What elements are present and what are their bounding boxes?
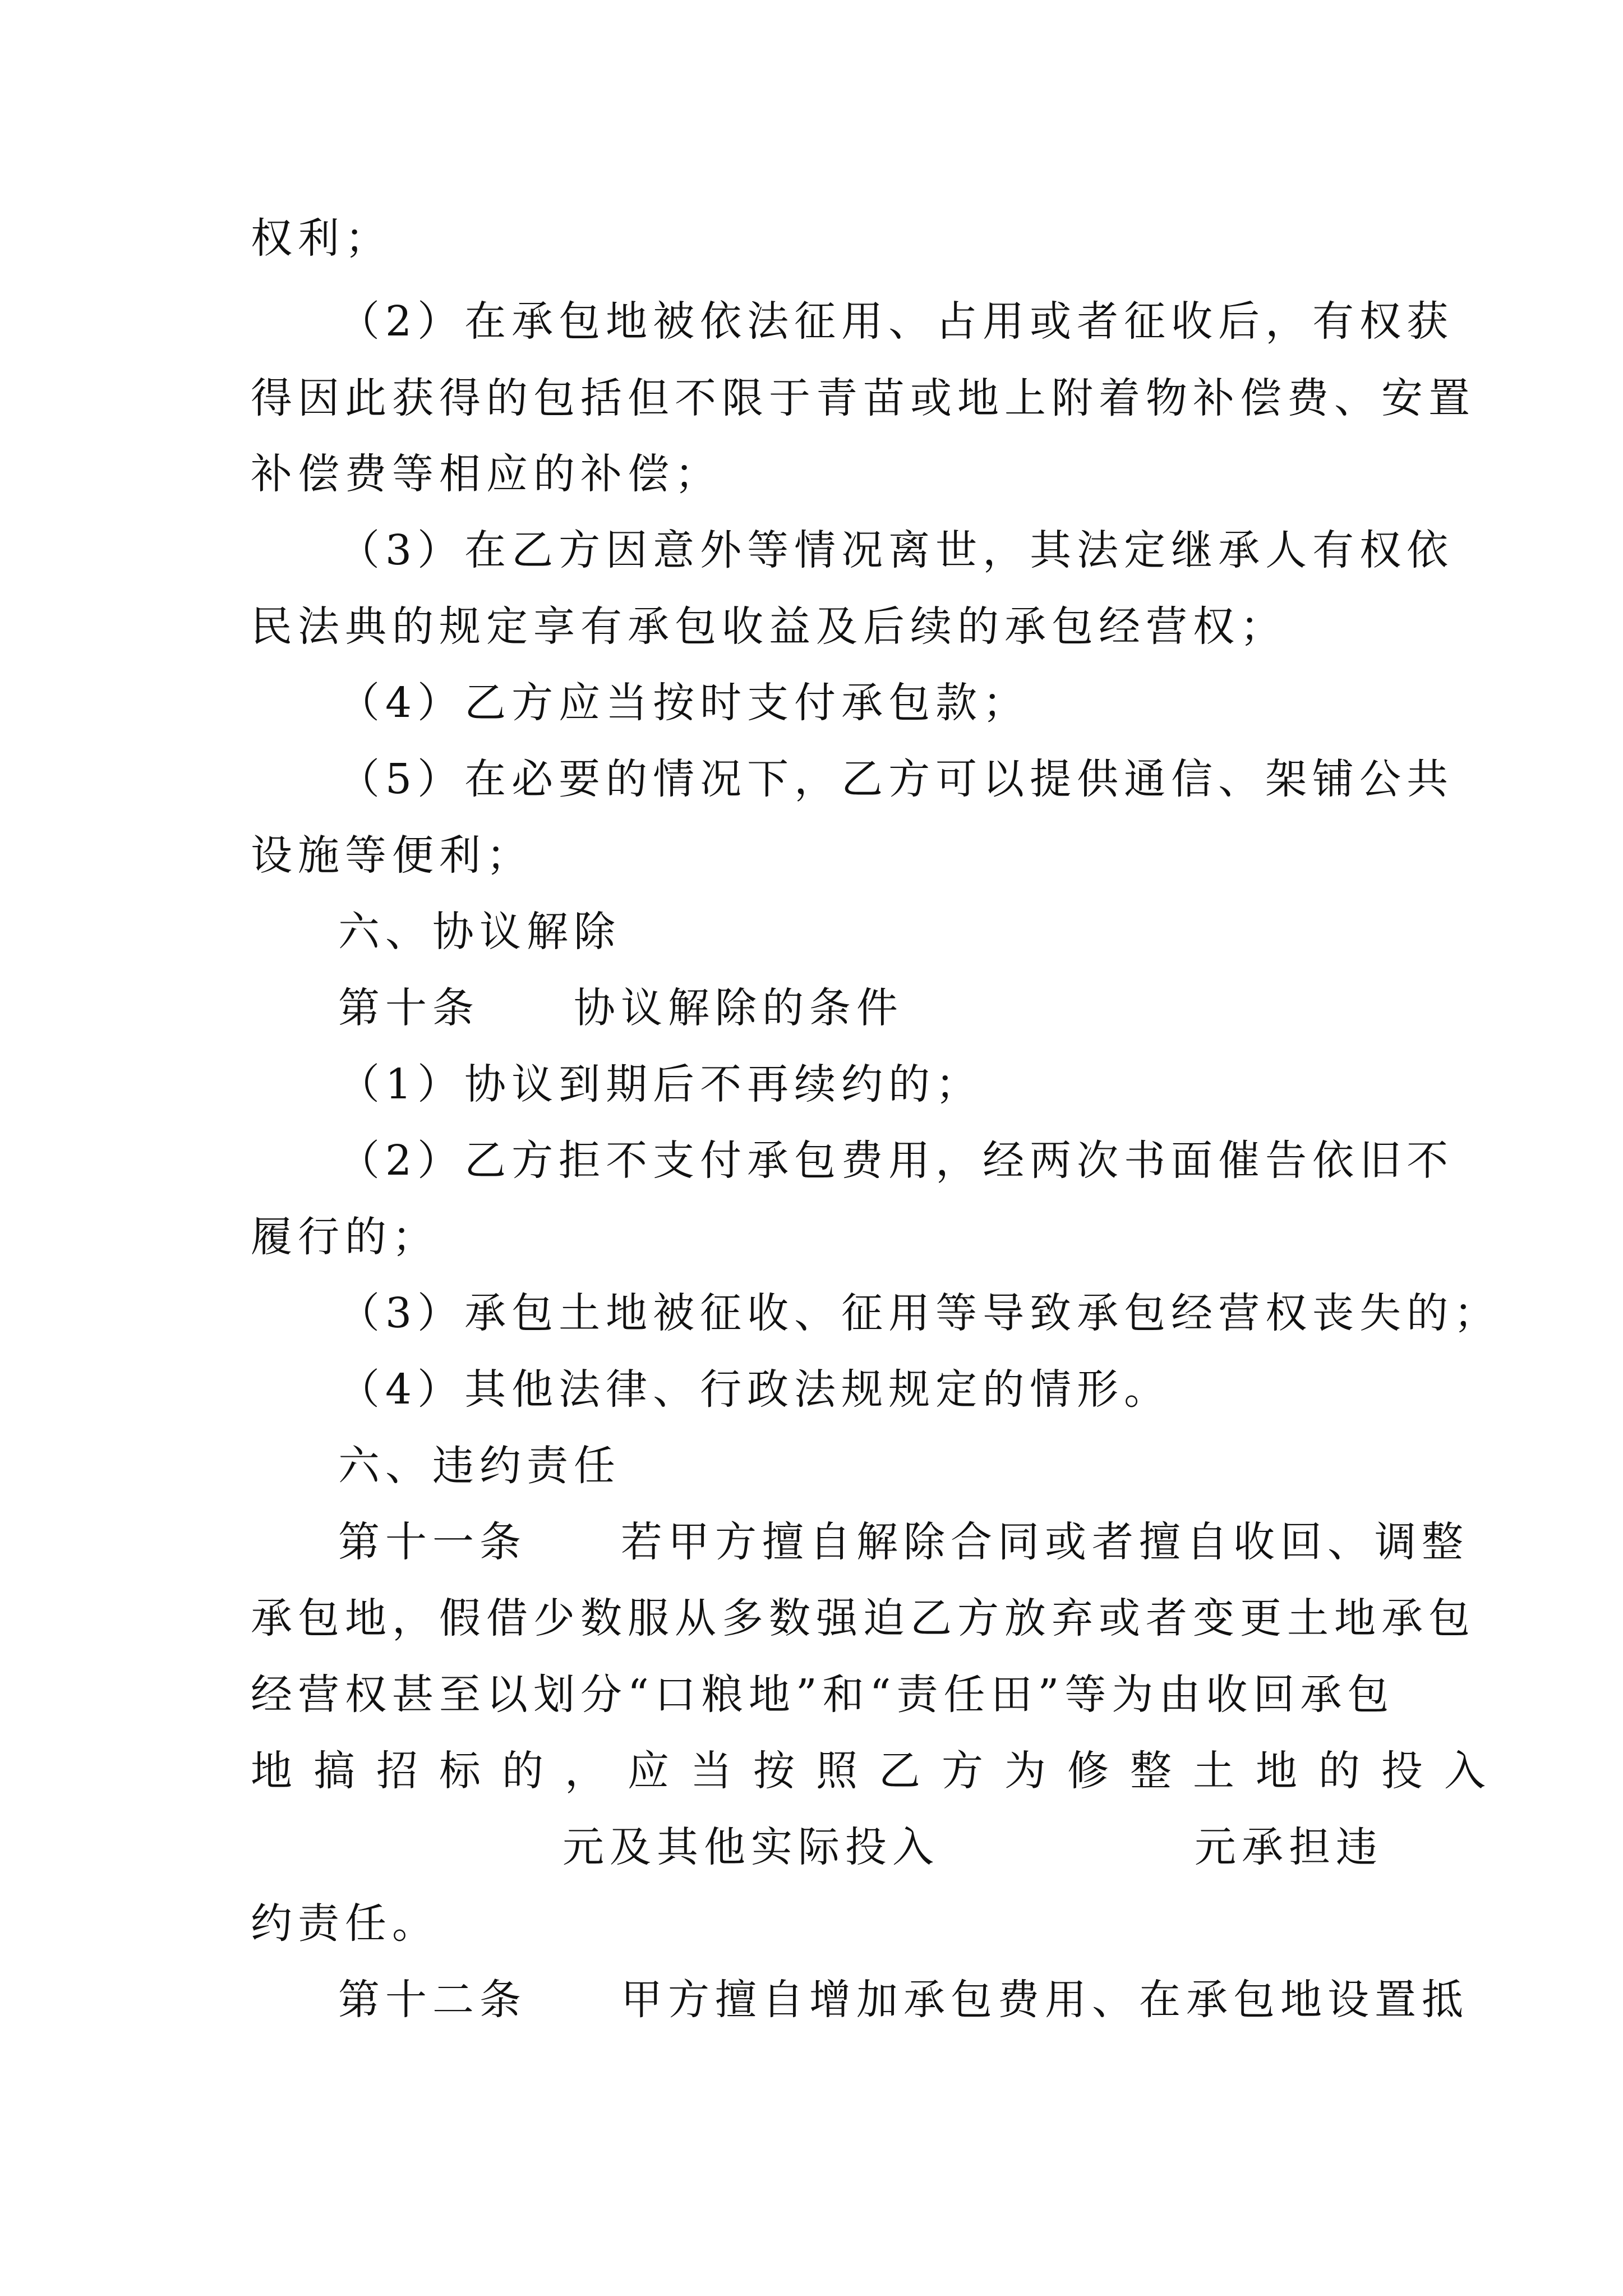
text-line: （4）乙方应当按时支付承包款； bbox=[338, 679, 1030, 727]
text-line: 得因此获得的包括但不限于青苗或地上附着物补偿费、安置 bbox=[251, 374, 1476, 422]
text-line: （3）在乙方因意外等情况离世，其法定继承人有权依 bbox=[338, 526, 1454, 574]
blank-line bbox=[251, 1816, 1384, 1878]
text-line: 补偿费等相应的补偿； bbox=[251, 450, 722, 498]
text-line: （3）承包土地被征收、征用等导致承包经营权丧失的； bbox=[338, 1289, 1501, 1337]
text-line: （2）乙方拒不支付承包费用，经两次书面催告依旧不 bbox=[338, 1137, 1454, 1185]
text-fragment: 元及其他实际投入 bbox=[562, 1823, 939, 1871]
text-line: 地搞招标的，应当按照乙方为修整土地的投入 bbox=[251, 1747, 1507, 1795]
text-line: 权利； bbox=[251, 214, 392, 263]
section-heading: 六、协议解除 bbox=[338, 908, 621, 956]
text-line: 民法典的规定享有承包收益及后续的承包经营权； bbox=[251, 602, 1287, 651]
section-heading: 六、违约责任 bbox=[338, 1442, 621, 1490]
text-fragment: 元承担违 bbox=[1195, 1823, 1383, 1871]
article-heading: 第十条 协议解除的条件 bbox=[338, 984, 903, 1032]
text-line: （1）协议到期后不再续约的； bbox=[338, 1060, 983, 1108]
text-line: 约责任。 bbox=[251, 1899, 439, 1948]
text-line: 承包地，假借少数服从多数强迫乙方放弃或者变更土地承包 bbox=[251, 1594, 1476, 1642]
text-line: 设施等便利； bbox=[251, 831, 533, 880]
text-line: （4）其他法律、行政法规规定的情形。 bbox=[338, 1365, 1172, 1414]
article-line: 第十二条 甲方擅自增加承包费用、在承包地设置抵 bbox=[338, 1976, 1469, 2024]
text-line: （2）在承包地被依法征用、占用或者征收后，有权获 bbox=[338, 297, 1454, 346]
text-line: 经营权甚至以划分“口粮地”和“责任田”等为由收回承包 bbox=[251, 1671, 1395, 1719]
article-line: 第十一条 若甲方擅自解除合同或者擅自收回、调整 bbox=[338, 1518, 1469, 1566]
text-line: （5）在必要的情况下，乙方可以提供通信、架铺公共 bbox=[338, 755, 1454, 803]
text-line: 履行的； bbox=[251, 1213, 439, 1261]
